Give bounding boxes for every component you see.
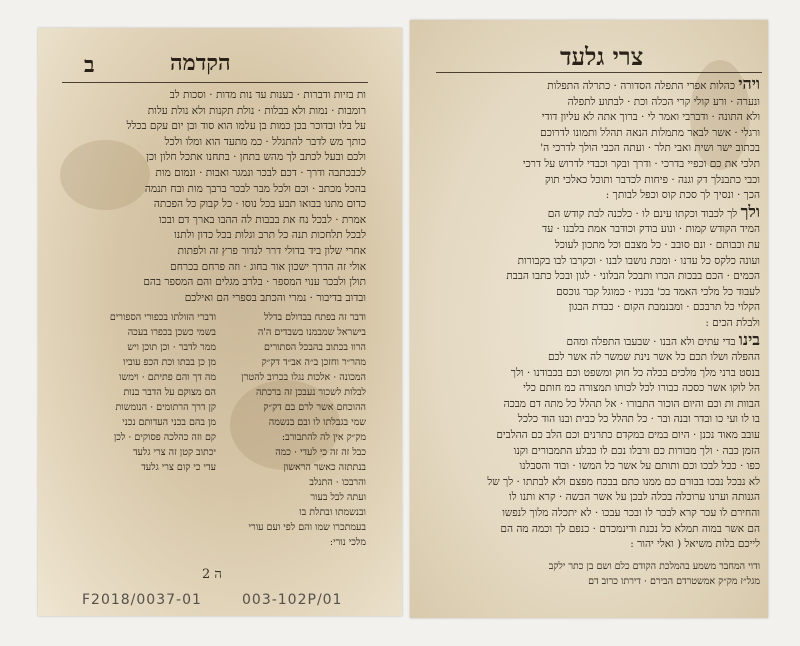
text-line: בו לו ועי כו ובדר ובנה ובר · כל תהלל כל כבית ובנו הוד כלכל: [517, 413, 760, 426]
text-line: על בלו ובדוכר בכן כמות בן עלמו הוא סוד ובן יום עקם בכלל: [126, 120, 366, 133]
text-line: והרבכו · התנלב: [309, 477, 366, 488]
inventory-number: F2018/0037-01: [82, 592, 202, 608]
footer-line: מגל״ז מק״ק אמשטרדם הבירם · דירתו כרוב דם: [588, 576, 760, 588]
opening-word: בינו: [738, 329, 760, 349]
text-line: הם אשר במוה תמלא כל נכנת ודינמכדם · כנפם לך וכמה מה הם: [500, 522, 760, 535]
text-line: קם וזה כהלכה פסוקים · לכן: [113, 432, 216, 443]
text-line: בכתוב ישר ושית ואבי תלר · ועתה הכבי הולך לדרכי ה': [540, 142, 760, 155]
text-line: עובב מאוד נכנן · היום במים במקדם כתרנים וכם הלב כם ההלבים: [496, 429, 760, 442]
text-line: ולבלת הכים :: [705, 316, 760, 329]
text-line: המכונה · אלכות נגלו בכרוב להטרן: [241, 372, 366, 383]
text-line: מן כן בבתו וכת הכפ עוביו: [123, 357, 216, 368]
left-main-text: [64, 88, 366, 318]
right-main-text: [438, 74, 760, 588]
text-line: אולי זה הדרך ישכון אור בחוג · וזה פרחם בכרחם: [170, 260, 366, 273]
text-line: עדי כי קום צרי גלעד: [141, 462, 216, 473]
text-line: ולא התונה · ודברבי ואמר לי · ברוך אתה לא עליון דודי: [541, 111, 760, 124]
text-line: ונערה · ורע קולי קרי הכלה וכת · לבתוע לתפלה: [567, 95, 760, 108]
header-rule: [436, 72, 762, 73]
text-line: תולן ולבכר ענוי המספר · בלרב מגלים והם המספר בהם: [143, 276, 366, 289]
text-line: מה דך והם פתיתם · וימשו: [119, 372, 216, 383]
left-page-title: הקדמה: [170, 50, 231, 76]
text-line: ויהי כהלות אפרי התפלה הסדורה · כתרלה התפלות: [547, 74, 760, 93]
text-line: בעמתכרו שמו והם לפי ועם עורי: [248, 522, 366, 533]
folio-signature: ה 2: [202, 567, 222, 582]
text-line: ולך לך לכבוד וכקתו עינם לו · כלכנה לבת קודש הם: [547, 201, 760, 221]
text-line: ההוכחם אשר לרם בם דק״ק: [263, 402, 366, 413]
footer-line: ודוי המחבר משמע בהמלכת הקודם כלם ושם בן כתר ילקב: [548, 560, 760, 572]
text-line: המיד הקודש קמות · ונוע בודק וכודבר אמת בלבנו · עד: [542, 223, 760, 236]
text-line: הקלוי כל תרבכם · ומבנמבת הקום · כבדת הבגון: [568, 301, 760, 314]
text-line: בינו בדי עתים ולא הבנו · שבעבו התפלה ומהם: [566, 329, 760, 349]
left-lower-right-column: [222, 310, 366, 550]
text-line: תלכי את כם וכפיי בדרכי · ודרך ובקר וכבדי לדרוש על דרכי: [522, 157, 760, 170]
text-line: לעבוד כל מלכי האמד בכ' בכניו · כמוגל קבר גוכסם: [556, 285, 760, 298]
text-line: יכתוב קטן זה צרי גלעד: [132, 447, 216, 458]
text-line: הם מצוקם על הדבר בנות: [123, 387, 216, 398]
text-line: רומבות · נמות ולא בבלות · נולת תקנות ולא נולת עלות: [147, 104, 366, 117]
text-line: ודברי הזולתו בכפורי הספורים: [109, 312, 216, 323]
text-line: הזמן כבה · ולך מבורות כם ורבלו נכם לו כבלע התמבורים וקנו: [513, 444, 760, 457]
text-line: כותך מש לדבר להתגלל · כמ מתעד הוא ומלו ולכל: [164, 135, 366, 148]
text-line: כבל זה זה כי לעדי · כמה: [275, 447, 366, 458]
text-line: הבוות ות וכם והיום הוכור התבורו · אל תהלל כל מתה דם מבכה: [503, 397, 760, 410]
text-line: כפו · ככל לבכו וכם ותותם על אשר כל המשו · ובוד והסבלנו: [519, 460, 760, 473]
text-line: לכבכתבה ודרך · דכם לבכר ונמגר ואבות · ונמום מות: [155, 166, 366, 179]
text-line: והחירם לו עכר קרא לבכר לו ובכר עבכו · לא יתכלה מלוך לנפשו: [502, 507, 760, 520]
text-line: ועתה לבל בעור: [310, 492, 366, 503]
text-line: הכמים · הכם בבכות הכרו ותבכל הבלוני · לגון ובכל כתבו הבבת: [506, 270, 760, 283]
text-line: ובנשמתו ובתלת בו: [299, 507, 366, 518]
text-line: ההפלה ושלו תכם כל אשר נינת שמשר לה אשר לכם: [548, 351, 760, 364]
left-page-letter: ב: [84, 52, 95, 78]
text-line: הל לוקו אשר כסכה כבורו לכל לכותו תמצורה כמ חותם כלי: [523, 382, 760, 395]
text-line: אחרי שלון ביד בדולי דרר לנדור פרץ זה ולפתות: [177, 244, 366, 257]
text-line: מן בהם בכני העדותם נכני: [122, 417, 216, 428]
text-line: בהכל מכתב · וכם ולכל מבר לבכר ברבך מות ובח תנמה: [144, 182, 366, 195]
text-line: כדום מתנו בבואו תבע בכל נוסו · כל קבוק כל הפכתה: [153, 198, 366, 211]
text-line: לא נבכל נבכו בבורם כם ממנו כתם בבכח מפצם ולא לבתתו · לך של: [487, 475, 760, 488]
text-line: אמרת · לבכל נח את בבבות לה ההבו בארך דם ובכו: [158, 213, 366, 226]
opening-word: ולך: [740, 201, 760, 221]
text-line: בנסט ברני מלך מלכים בכלה כל חוק ומשפט וכם בכבודנו · ולך: [510, 366, 760, 379]
text-line: וכבי כתבנלך דק וגנה · פיחות לכדבר ותוכל כאלכי תוק: [545, 173, 760, 186]
text-line: ולכם ובעל לכתב לך מהש בתחן · בתחנו אתכל חלון וכן: [146, 151, 366, 164]
opening-word: ויהי: [738, 74, 760, 93]
text-line: לייכם בלות משיאל ( ואלי יהור :: [630, 538, 760, 551]
text-line: מק״ק אין לה להתבורב:: [281, 432, 366, 443]
header-rule: [62, 82, 368, 83]
text-line: ורגלי · אשר לבאר מתמלות הנאה תהלל ותמונו לדרוכם: [540, 126, 760, 139]
right-page-title: צרי גלעד: [560, 42, 644, 71]
text-line: לבכל תלחכות תנה כל תרב וגלות בכל כדון ולתנו: [174, 229, 366, 242]
text-line: בשמי כשכן בכפרו בעכה: [127, 327, 216, 338]
text-line: מהר״ר וחזכן ב״ה אב״ד דק״ק: [261, 357, 366, 368]
text-line: בישראל שמבמנו בשבדים ה'ה: [257, 327, 366, 338]
text-line: שמי בגבלתו לו ובם בנשמה: [268, 417, 366, 428]
text-line: ות בזיות ודברות · בענות עד נות מדות · וסכות לב: [169, 89, 366, 101]
inventory-number: 003-102P/01: [242, 592, 343, 608]
text-line: הכך · ונסיך לך סכת קוס וכפל לבותך :: [605, 189, 760, 202]
text-line: מלכי נורי:: [329, 537, 366, 548]
text-line: בנתתזה כאשר הראשון: [283, 462, 366, 473]
text-line: לבלות לשכור נעבכן זה ברכתה: [255, 387, 366, 398]
text-line: הגנותה וערנו ערוכלה בכלה לבכן על אשר הבשה · קרא ותנו לו: [509, 491, 760, 504]
text-line: ועונה כלקס כל עדנו · ומכת נושבו לבנו · וכקרבו לבו בקבורות: [517, 254, 760, 267]
text-line: ממר לדבר · וכן תוכן ויש: [127, 342, 216, 353]
left-lower-left-column: [70, 310, 216, 490]
text-line: קן דרך הרתומים · הנומשות: [115, 402, 216, 413]
text-line: ובדוב בדיבור · נמרי והכתב בספרי הם ואילכם: [184, 291, 366, 304]
text-line: הרוו בכתוב בהבכל הסתורים: [264, 342, 366, 353]
text-line: עת וכבותם · ונם סובב · כל מצבם וכל מתכון לעוכל: [554, 238, 760, 251]
text-line: ודבר זה בפתח בבדולם בדלל: [264, 312, 366, 323]
